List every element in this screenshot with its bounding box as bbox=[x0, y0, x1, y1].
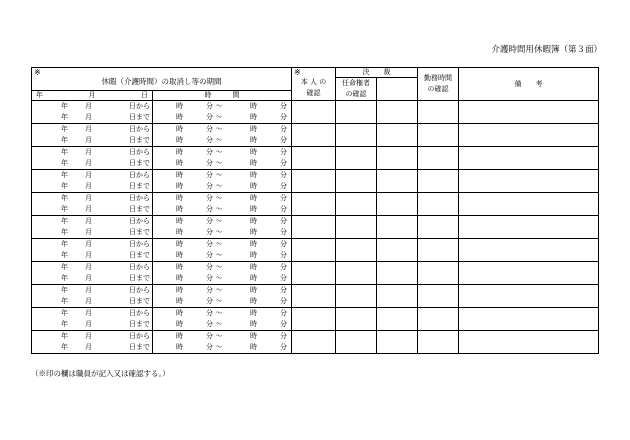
approval-blank-cell[interactable] bbox=[377, 216, 418, 239]
remarks-cell[interactable] bbox=[459, 170, 599, 193]
appointer-confirm-cell[interactable] bbox=[336, 308, 377, 331]
month-label: 月 bbox=[85, 320, 92, 328]
footnote: （※印の欄は職員が記入又は確認する。） bbox=[31, 369, 170, 378]
hour-label: 時 bbox=[176, 320, 183, 328]
minute-label: 分 bbox=[206, 182, 213, 190]
month-label: 月 bbox=[85, 251, 92, 259]
minute-label: 分 bbox=[280, 286, 287, 294]
attendance-confirm-cell[interactable] bbox=[418, 193, 459, 216]
date-cell[interactable] bbox=[32, 147, 153, 170]
minute-label: 分 bbox=[280, 159, 287, 167]
tilde-label: 〜 bbox=[215, 102, 223, 110]
minute-label: 分 bbox=[280, 332, 287, 340]
day-from-label: 日から bbox=[129, 217, 150, 225]
appointer-confirm-cell[interactable] bbox=[336, 193, 377, 216]
minute-label: 分 bbox=[280, 182, 287, 190]
year-label: 年 bbox=[61, 274, 68, 282]
minute-label: 分 bbox=[280, 113, 287, 121]
self-confirm-cell[interactable] bbox=[292, 101, 336, 124]
self-confirm-cell[interactable] bbox=[292, 147, 336, 170]
day-from-label: 日から bbox=[129, 171, 150, 179]
date-cell[interactable] bbox=[32, 193, 153, 216]
hour-label: 時 bbox=[176, 332, 183, 340]
entry-row bbox=[32, 147, 599, 170]
hour-label: 時 bbox=[176, 297, 183, 305]
day-until-label: 日まで bbox=[129, 205, 150, 213]
day-from-label: 日から bbox=[129, 332, 150, 340]
hour-label: 時 bbox=[250, 182, 257, 190]
hour-label: 時 bbox=[250, 343, 257, 351]
hour-label: 時 bbox=[250, 102, 257, 110]
minute-label: 分 bbox=[206, 332, 213, 340]
self-confirm-label-1: 本 人 の bbox=[300, 78, 327, 86]
minute-label: 分 bbox=[206, 171, 213, 179]
tilde-label: 〜 bbox=[215, 217, 223, 225]
hour-label: 時 bbox=[250, 205, 257, 213]
month-label: 月 bbox=[85, 343, 92, 351]
approval-blank-cell[interactable] bbox=[377, 331, 418, 354]
month-label: 月 bbox=[85, 309, 92, 317]
self-confirm-cell[interactable] bbox=[292, 170, 336, 193]
hour-label: 時 bbox=[176, 194, 183, 202]
minute-label: 分 bbox=[280, 297, 287, 305]
page-title: 介護時間用休暇簿（第３面） bbox=[491, 45, 602, 55]
approval-blank-cell[interactable] bbox=[377, 262, 418, 285]
attendance-confirm-cell[interactable] bbox=[418, 101, 459, 124]
hour-label: 時 bbox=[250, 320, 257, 328]
hour-label: 時 bbox=[250, 309, 257, 317]
minute-label: 分 bbox=[280, 251, 287, 259]
time-cell[interactable] bbox=[153, 285, 292, 308]
year-label: 年 bbox=[61, 102, 68, 110]
month-label: 月 bbox=[85, 182, 92, 190]
hour-label: 時 bbox=[250, 194, 257, 202]
date-cell[interactable] bbox=[32, 285, 153, 308]
year-label: 年 bbox=[61, 251, 68, 259]
self-confirm-cell[interactable] bbox=[292, 285, 336, 308]
day-from-label: 日から bbox=[129, 286, 150, 294]
tilde-label: 〜 bbox=[215, 182, 223, 190]
remarks-cell[interactable] bbox=[459, 124, 599, 147]
approval-label: 決 裁 bbox=[362, 68, 391, 76]
date-cell[interactable] bbox=[32, 331, 153, 354]
appointer-label-1: 任命権者 bbox=[342, 79, 370, 87]
year-label: 年 bbox=[61, 113, 68, 121]
appointer-confirm-cell[interactable] bbox=[336, 147, 377, 170]
date-cell[interactable] bbox=[32, 101, 153, 124]
time-cell[interactable] bbox=[153, 124, 292, 147]
self-mark: ※ bbox=[294, 68, 301, 77]
tilde-label: 〜 bbox=[215, 136, 223, 144]
hour-label: 時 bbox=[176, 251, 183, 259]
day-until-label: 日まで bbox=[129, 274, 150, 282]
hour-label: 時 bbox=[250, 274, 257, 282]
year-label: 年 bbox=[61, 286, 68, 294]
period-title: 休暇（介護時間）の取消し等の期間 bbox=[101, 77, 222, 86]
minute-label: 分 bbox=[206, 217, 213, 225]
remarks-cell[interactable] bbox=[459, 216, 599, 239]
hour-label: 時 bbox=[250, 240, 257, 248]
hour-label: 時 bbox=[176, 113, 183, 121]
entry-row bbox=[32, 193, 599, 216]
self-confirm-header bbox=[292, 68, 336, 101]
entry-row bbox=[32, 216, 599, 239]
month-label: 月 bbox=[85, 171, 92, 179]
time-cell[interactable] bbox=[153, 193, 292, 216]
minute-label: 分 bbox=[206, 148, 213, 156]
hour-label: 時 bbox=[250, 228, 257, 236]
date-cell[interactable] bbox=[32, 308, 153, 331]
hour-label: 時 bbox=[250, 297, 257, 305]
appointer-confirm-cell[interactable] bbox=[336, 101, 377, 124]
minute-label: 分 bbox=[206, 102, 213, 110]
tilde-label: 〜 bbox=[215, 148, 223, 156]
hour-label: 時 bbox=[176, 343, 183, 351]
day-until-label: 日まで bbox=[129, 251, 150, 259]
entry-row bbox=[32, 308, 599, 331]
minute-label: 分 bbox=[280, 205, 287, 213]
hour-label: 時 bbox=[176, 263, 183, 271]
approval-blank-cell[interactable] bbox=[377, 239, 418, 262]
minute-label: 分 bbox=[206, 343, 213, 351]
remarks-cell[interactable] bbox=[459, 308, 599, 331]
attendance-confirm-cell[interactable] bbox=[418, 216, 459, 239]
entry-row bbox=[32, 101, 599, 124]
ymd-year: 年 bbox=[36, 90, 43, 99]
remarks-header bbox=[459, 68, 599, 101]
hour-label: 時 bbox=[176, 102, 183, 110]
hour-label: 時 bbox=[250, 125, 257, 133]
hour-label: 時 bbox=[250, 113, 257, 121]
minute-label: 分 bbox=[206, 113, 213, 121]
entry-row bbox=[32, 262, 599, 285]
appointer-confirm-cell[interactable] bbox=[336, 170, 377, 193]
month-label: 月 bbox=[85, 332, 92, 340]
remarks-cell[interactable] bbox=[459, 147, 599, 170]
appointer-header bbox=[336, 78, 377, 101]
minute-label: 分 bbox=[206, 274, 213, 282]
day-until-label: 日まで bbox=[129, 343, 150, 351]
month-label: 月 bbox=[85, 274, 92, 282]
minute-label: 分 bbox=[206, 228, 213, 236]
self-confirm-cell[interactable] bbox=[292, 216, 336, 239]
month-label: 月 bbox=[85, 159, 92, 167]
day-until-label: 日まで bbox=[129, 159, 150, 167]
time-header bbox=[153, 90, 292, 100]
year-label: 年 bbox=[61, 217, 68, 225]
hour-label: 時 bbox=[176, 125, 183, 133]
self-confirm-label-2: 確認 bbox=[306, 89, 321, 97]
appointer-confirm-cell[interactable] bbox=[336, 262, 377, 285]
hour-label: 時 bbox=[250, 332, 257, 340]
tilde-label: 〜 bbox=[215, 297, 223, 305]
year-label: 年 bbox=[61, 309, 68, 317]
minute-label: 分 bbox=[280, 125, 287, 133]
self-confirm-cell[interactable] bbox=[292, 124, 336, 147]
appointer-confirm-cell[interactable] bbox=[336, 331, 377, 354]
month-label: 月 bbox=[85, 125, 92, 133]
remarks-cell[interactable] bbox=[459, 101, 599, 124]
remarks-cell[interactable] bbox=[459, 331, 599, 354]
minute-label: 分 bbox=[280, 194, 287, 202]
hour-label: 時 bbox=[176, 286, 183, 294]
hour-label: 時 bbox=[250, 171, 257, 179]
tilde-label: 〜 bbox=[215, 125, 223, 133]
day-until-label: 日まで bbox=[129, 297, 150, 305]
time-cell[interactable] bbox=[153, 147, 292, 170]
remarks-cell[interactable] bbox=[459, 239, 599, 262]
minute-label: 分 bbox=[280, 309, 287, 317]
minute-label: 分 bbox=[206, 320, 213, 328]
minute-label: 分 bbox=[280, 274, 287, 282]
self-confirm-cell[interactable] bbox=[292, 239, 336, 262]
month-label: 月 bbox=[85, 228, 92, 236]
self-confirm-cell[interactable] bbox=[292, 308, 336, 331]
attendance-confirm-cell[interactable] bbox=[418, 170, 459, 193]
staff-mark: ※ bbox=[34, 68, 41, 77]
hour-label: 時 bbox=[176, 182, 183, 190]
time-cell[interactable] bbox=[153, 101, 292, 124]
tilde-label: 〜 bbox=[215, 286, 223, 294]
approval-blank-cell[interactable] bbox=[377, 308, 418, 331]
minute-label: 分 bbox=[280, 320, 287, 328]
approval-blank-header bbox=[377, 78, 418, 101]
month-label: 月 bbox=[85, 113, 92, 121]
day-until-label: 日まで bbox=[129, 320, 150, 328]
appointer-confirm-cell[interactable] bbox=[336, 124, 377, 147]
month-label: 月 bbox=[85, 136, 92, 144]
minute-label: 分 bbox=[206, 263, 213, 271]
minute-label: 分 bbox=[280, 263, 287, 271]
hour-label: 時 bbox=[250, 217, 257, 225]
month-label: 月 bbox=[85, 263, 92, 271]
self-confirm-cell[interactable] bbox=[292, 193, 336, 216]
day-from-label: 日から bbox=[129, 102, 150, 110]
remarks-cell[interactable] bbox=[459, 193, 599, 216]
approval-blank-cell[interactable] bbox=[377, 193, 418, 216]
entry-row bbox=[32, 285, 599, 308]
tilde-label: 〜 bbox=[215, 194, 223, 202]
day-from-label: 日から bbox=[129, 263, 150, 271]
time-cell[interactable] bbox=[153, 170, 292, 193]
day-until-label: 日まで bbox=[129, 136, 150, 144]
approval-blank-cell[interactable] bbox=[377, 170, 418, 193]
minute-label: 分 bbox=[206, 286, 213, 294]
hour-label: 時 bbox=[176, 136, 183, 144]
tilde-label: 〜 bbox=[215, 320, 223, 328]
tilde-label: 〜 bbox=[215, 332, 223, 340]
remarks-cell[interactable] bbox=[459, 262, 599, 285]
year-label: 年 bbox=[61, 125, 68, 133]
time-cell[interactable] bbox=[153, 216, 292, 239]
day-until-label: 日まで bbox=[129, 113, 150, 121]
time-cell[interactable] bbox=[153, 239, 292, 262]
year-label: 年 bbox=[61, 159, 68, 167]
approval-blank-cell[interactable] bbox=[377, 147, 418, 170]
hour-label: 時 bbox=[176, 171, 183, 179]
year-label: 年 bbox=[61, 205, 68, 213]
year-label: 年 bbox=[61, 240, 68, 248]
remarks-label: 備 考 bbox=[514, 79, 543, 88]
year-label: 年 bbox=[61, 297, 68, 305]
month-label: 月 bbox=[85, 148, 92, 156]
time-cell[interactable] bbox=[153, 331, 292, 354]
day-from-label: 日から bbox=[129, 125, 150, 133]
minute-label: 分 bbox=[206, 136, 213, 144]
remarks-cell[interactable] bbox=[459, 285, 599, 308]
hour-label: 時 bbox=[176, 217, 183, 225]
minute-label: 分 bbox=[280, 228, 287, 236]
minute-label: 分 bbox=[206, 309, 213, 317]
minute-label: 分 bbox=[280, 217, 287, 225]
minute-label: 分 bbox=[206, 251, 213, 259]
year-label: 年 bbox=[61, 332, 68, 340]
date-cell[interactable] bbox=[32, 216, 153, 239]
year-label: 年 bbox=[61, 343, 68, 351]
minute-label: 分 bbox=[206, 205, 213, 213]
entry-row bbox=[32, 170, 599, 193]
hour-label: 時 bbox=[176, 159, 183, 167]
attendance-confirm-cell[interactable] bbox=[418, 285, 459, 308]
hour-label: 時 bbox=[250, 136, 257, 144]
appointer-label-2: の確認 bbox=[345, 90, 367, 98]
appointer-confirm-cell[interactable] bbox=[336, 285, 377, 308]
month-label: 月 bbox=[85, 297, 92, 305]
year-label: 年 bbox=[61, 171, 68, 179]
day-from-label: 日から bbox=[129, 240, 150, 248]
day-from-label: 日から bbox=[129, 148, 150, 156]
date-cell[interactable] bbox=[32, 262, 153, 285]
month-label: 月 bbox=[85, 205, 92, 213]
attendance-label-1: 勤務時間 bbox=[424, 74, 452, 82]
minute-label: 分 bbox=[206, 240, 213, 248]
year-label: 年 bbox=[61, 263, 68, 271]
tilde-label: 〜 bbox=[215, 263, 223, 271]
year-label: 年 bbox=[61, 228, 68, 236]
self-confirm-cell[interactable] bbox=[292, 331, 336, 354]
hour-label: 時 bbox=[176, 148, 183, 156]
time-label: 時 間 bbox=[204, 90, 240, 99]
minute-label: 分 bbox=[206, 194, 213, 202]
day-from-label: 日から bbox=[129, 309, 150, 317]
minute-label: 分 bbox=[280, 240, 287, 248]
attendance-confirm-cell[interactable] bbox=[418, 147, 459, 170]
attendance-confirm-cell[interactable] bbox=[418, 262, 459, 285]
ymd-day: 日 bbox=[141, 90, 148, 99]
month-label: 月 bbox=[85, 217, 92, 225]
appointer-confirm-cell[interactable] bbox=[336, 239, 377, 262]
tilde-label: 〜 bbox=[215, 240, 223, 248]
attendance-confirm-cell[interactable] bbox=[418, 331, 459, 354]
time-cell[interactable] bbox=[153, 262, 292, 285]
day-from-label: 日から bbox=[129, 194, 150, 202]
hour-label: 時 bbox=[250, 148, 257, 156]
minute-label: 分 bbox=[280, 136, 287, 144]
hour-label: 時 bbox=[250, 251, 257, 259]
year-label: 年 bbox=[61, 136, 68, 144]
tilde-label: 〜 bbox=[215, 159, 223, 167]
month-label: 月 bbox=[85, 240, 92, 248]
attendance-confirm-cell[interactable] bbox=[418, 124, 459, 147]
self-confirm-cell[interactable] bbox=[292, 262, 336, 285]
entry-row bbox=[32, 124, 599, 147]
tilde-label: 〜 bbox=[215, 251, 223, 259]
year-label: 年 bbox=[61, 320, 68, 328]
hour-label: 時 bbox=[176, 228, 183, 236]
minute-label: 分 bbox=[206, 159, 213, 167]
minute-label: 分 bbox=[280, 148, 287, 156]
tilde-label: 〜 bbox=[215, 228, 223, 236]
attendance-label-2: の確認 bbox=[427, 85, 449, 93]
hour-label: 時 bbox=[176, 274, 183, 282]
tilde-label: 〜 bbox=[215, 343, 223, 351]
appointer-confirm-cell[interactable] bbox=[336, 216, 377, 239]
minute-label: 分 bbox=[280, 171, 287, 179]
entry-row bbox=[32, 331, 599, 354]
tilde-label: 〜 bbox=[215, 171, 223, 179]
month-label: 月 bbox=[85, 286, 92, 294]
minute-label: 分 bbox=[206, 125, 213, 133]
year-label: 年 bbox=[61, 148, 68, 156]
ymd-month: 月 bbox=[88, 90, 96, 99]
approval-blank-cell[interactable] bbox=[377, 285, 418, 308]
year-label: 年 bbox=[61, 194, 68, 202]
attendance-header bbox=[418, 68, 459, 101]
hour-label: 時 bbox=[176, 240, 183, 248]
tilde-label: 〜 bbox=[215, 309, 223, 317]
hour-label: 時 bbox=[176, 309, 183, 317]
day-until-label: 日まで bbox=[129, 182, 150, 190]
month-label: 月 bbox=[85, 102, 92, 110]
attendance-confirm-cell[interactable] bbox=[418, 239, 459, 262]
ymd-header bbox=[32, 90, 153, 100]
attendance-confirm-cell[interactable] bbox=[418, 308, 459, 331]
approval-header bbox=[336, 68, 418, 78]
tilde-label: 〜 bbox=[215, 205, 223, 213]
minute-label: 分 bbox=[206, 297, 213, 305]
day-until-label: 日まで bbox=[129, 228, 150, 236]
minute-label: 分 bbox=[280, 102, 287, 110]
tilde-label: 〜 bbox=[215, 274, 223, 282]
minute-label: 分 bbox=[280, 343, 287, 351]
approval-blank-cell[interactable] bbox=[377, 101, 418, 124]
tilde-label: 〜 bbox=[215, 113, 223, 121]
period-header-cell bbox=[32, 68, 292, 91]
year-label: 年 bbox=[61, 182, 68, 190]
month-label: 月 bbox=[85, 194, 92, 202]
approval-blank-cell[interactable] bbox=[377, 124, 418, 147]
date-cell[interactable] bbox=[32, 124, 153, 147]
hour-label: 時 bbox=[250, 159, 257, 167]
hour-label: 時 bbox=[250, 286, 257, 294]
hour-label: 時 bbox=[176, 205, 183, 213]
time-cell[interactable] bbox=[153, 308, 292, 331]
leave-record-table bbox=[31, 67, 599, 354]
date-cell[interactable] bbox=[32, 170, 153, 193]
entry-row bbox=[32, 239, 599, 262]
hour-label: 時 bbox=[250, 263, 257, 271]
date-cell[interactable] bbox=[32, 239, 153, 262]
